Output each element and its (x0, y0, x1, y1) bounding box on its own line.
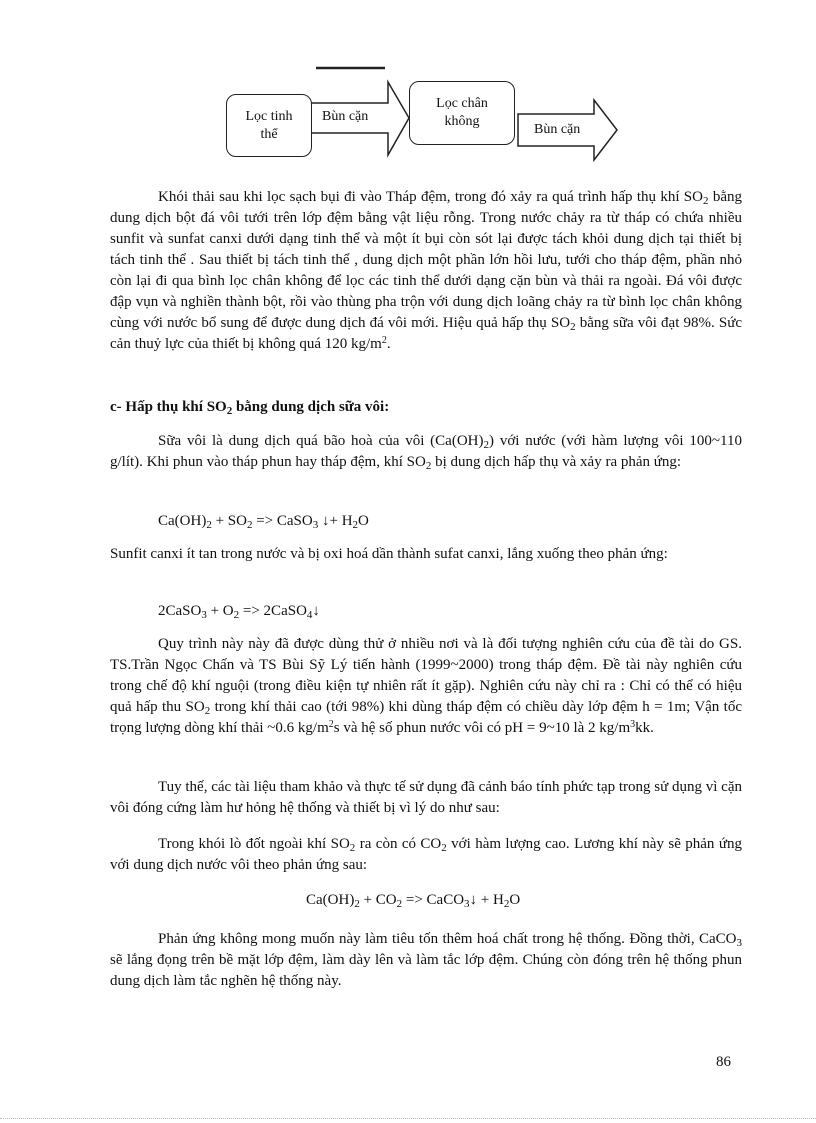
superscript: 3 (630, 719, 636, 730)
text-run: 2CaSO (158, 603, 202, 619)
paragraph-6 (110, 834, 742, 876)
superscript: 2 (328, 719, 334, 730)
subscript: 2 (204, 705, 211, 717)
text-run: Phản ứng không mong muốn này làm tiêu tốn thêm hoá chất trong hệ thống. Đồng thời, CaCO (158, 931, 737, 947)
text-run: ↓+ H (318, 513, 353, 529)
text-run: O (358, 513, 369, 529)
text-run: Ca(OH) (158, 513, 207, 529)
equation-2 (158, 601, 658, 622)
text-run: Ca(OH) (306, 892, 355, 908)
subscript: 2 (441, 842, 447, 854)
text-run: bằng dung dịch bột đá vôi tưới trên lớp đệm bằng vật liệu rỗng. Trong nước chảy ra từ tháp có chứa nhiều sunfit và sunfat canxi dưới dạng tinh thể và một ít bụi còn sót lại được tách khỏi dung dịch tại thiết bị tách tinh thể . Sau thiết bị tách tinh thể , dung dịch một phần lớn hồi lưu, tưới cho tháp đệm, phần nhỏ còn lại đi qua bình lọc chân không để lọc các tinh thể dưới dạng cặn bùn và thải ra ngoài. Đá vôi được đập vụn và nghiền thành bột, rồi vào thùng pha trộn với dung dịch loãng chảy ra từ bình lọc chân không cùng với nước bổ sung để được dung dịch đá vôi mới. Hiệu quả hấp thụ SO (110, 189, 742, 331)
subscript: 2 (354, 898, 360, 910)
text-run: => CaCO (402, 892, 465, 908)
text-run: + CO (359, 892, 397, 908)
subscript: 2 (703, 195, 709, 207)
text-run: kk. (635, 720, 654, 736)
text-run: ↓ (312, 603, 320, 619)
diagram-arrows (0, 0, 816, 170)
text-run: Sữa vôi là dung dịch quá bão hoà của vôi (Ca(OH) (158, 433, 484, 449)
text-run: + O (206, 603, 234, 619)
subscript: 2 (503, 898, 510, 910)
text-run: ) với nước (với hàm lượng vôi 100~110 g/lít). Khi phun vào tháp phun hay tháp đệm, khí SO (110, 433, 742, 470)
subscript: 3 (464, 898, 470, 910)
paragraph-3-text: Sunfit canxi ít tan trong nước và bị oxi hoá dần thành sufat canxi, lắng xuống theo phản ứng: (110, 546, 668, 562)
equation-3 (306, 890, 706, 911)
paragraph-3 (110, 544, 742, 565)
text-run: => 2CaSO (239, 603, 307, 619)
equation-1 (158, 511, 658, 532)
text-run: O (509, 892, 521, 908)
paragraph-7-text (110, 929, 742, 992)
paragraph-1-text (110, 187, 742, 355)
paragraph-6-text (110, 834, 742, 876)
subscript: 3 (201, 609, 207, 621)
subscript: 2 (226, 405, 233, 417)
box-vacuum-filter (409, 81, 515, 145)
subscript: 4 (306, 609, 313, 621)
section-heading-text (110, 397, 742, 418)
arrow-1-label: Bùn cặn (322, 109, 369, 124)
equation-1-text (158, 511, 658, 532)
subscript: 2 (206, 519, 212, 531)
subscript: 2 (246, 519, 253, 531)
paragraph-5 (110, 777, 742, 819)
subscript: 2 (233, 609, 240, 621)
paragraph-7 (110, 929, 742, 992)
text-run: Quy trình này này đã được dùng thử ở nhiều nơi và là đối tượng nghiên cứu của đề tài do GS. TS.Trần Ngọc Chấn và TS Bùi Sỹ Lý tiến hành (1999~2000) trong tháp đệm. Đề tài này nghiên cứu trong chế độ khí nguội (trong điều kiện tự nhiên rất ít gặp). Nghiên cứu này chỉ ra : Chỉ có thể có hiệu quả hấp thu SO (110, 636, 742, 715)
subscript: 2 (483, 439, 489, 451)
text-run: s và hệ số phun nước vôi có pH = 9~10 là 2 kg/m (333, 720, 631, 736)
paragraph-2-text (110, 431, 742, 473)
text-run: . (386, 336, 391, 352)
flow-diagram (0, 0, 816, 170)
superscript: 2 (381, 335, 387, 346)
equation-3-text (306, 890, 706, 911)
box-vacuum-filter-label: Lọc chân không (436, 96, 488, 129)
box-crystal-filter (226, 94, 312, 157)
text-run: bằng dung dịch sữa vôi: (232, 399, 390, 415)
paragraph-5-text: Tuy thế, các tài liệu tham khảo và thực tế sử dụng đã cảnh báo tính phức tạp trong sử dụng vì cặn vôi đóng cứng làm hư hỏng hệ thống và thiết bị vì lý do như sau: (110, 779, 742, 816)
paragraph-4-text (110, 634, 742, 739)
text-run: bị dung dịch hấp thụ và xảy ra phản ứng: (431, 454, 682, 470)
text-run: trong khí thải cao (tới 98%) khi dùng tháp đệm có chiều dày lớp đệm h = 1m; Vận tốc trọng lượng dòng khí thải ~0.6 kg/m (110, 699, 742, 736)
text-run: bằng sữa vôi đạt 98%. Sức cản thuỷ lực của thiết bị không quá 120 kg/m (110, 315, 742, 352)
text-run: ra còn có CO (355, 836, 442, 852)
text-run: Trong khói lò đốt ngoài khí SO (158, 836, 350, 852)
subscript: 2 (425, 460, 432, 472)
text-run: Khói thải sau khi lọc sạch bụi đi vào Tháp đệm, trong đó xảy ra quá trình hấp thụ khí SO (158, 189, 703, 205)
text-run: với hàm lượng cao. Lương khí này sẽ phản ứng với dung dịch nước vôi theo phản ứng sau: (110, 836, 742, 873)
text-run: c- Hấp thụ khí SO (110, 399, 227, 415)
subscript: 2 (352, 519, 359, 531)
box-crystal-filter-label: Lọc tinh thể (245, 108, 293, 142)
paragraph-1 (110, 187, 742, 355)
page-number: 86 (716, 1054, 731, 1070)
subscript: 2 (349, 842, 356, 854)
subscript: 2 (396, 898, 403, 910)
text-run: => CaSO (252, 513, 313, 529)
paragraph-4 (110, 634, 742, 739)
subscript: 3 (312, 519, 319, 531)
page-bottom-divider (0, 1118, 816, 1119)
equation-2-text (158, 601, 658, 622)
subscript: 2 (570, 321, 576, 333)
section-heading (110, 397, 742, 418)
subscript: 3 (736, 937, 742, 949)
paragraph-2 (110, 431, 742, 473)
arrow-2-label: Bùn cặn (534, 122, 581, 137)
text-run: + SO (211, 513, 247, 529)
text-run: ↓ + H (469, 892, 504, 908)
text-run: sẽ lắng đọng trên bề mặt lớp đệm, làm dày lên và làm tắc lớp đệm. Chúng còn đóng trên hệ thống phun dung dịch làm tắc nghẽn hệ thống này. (110, 952, 742, 989)
